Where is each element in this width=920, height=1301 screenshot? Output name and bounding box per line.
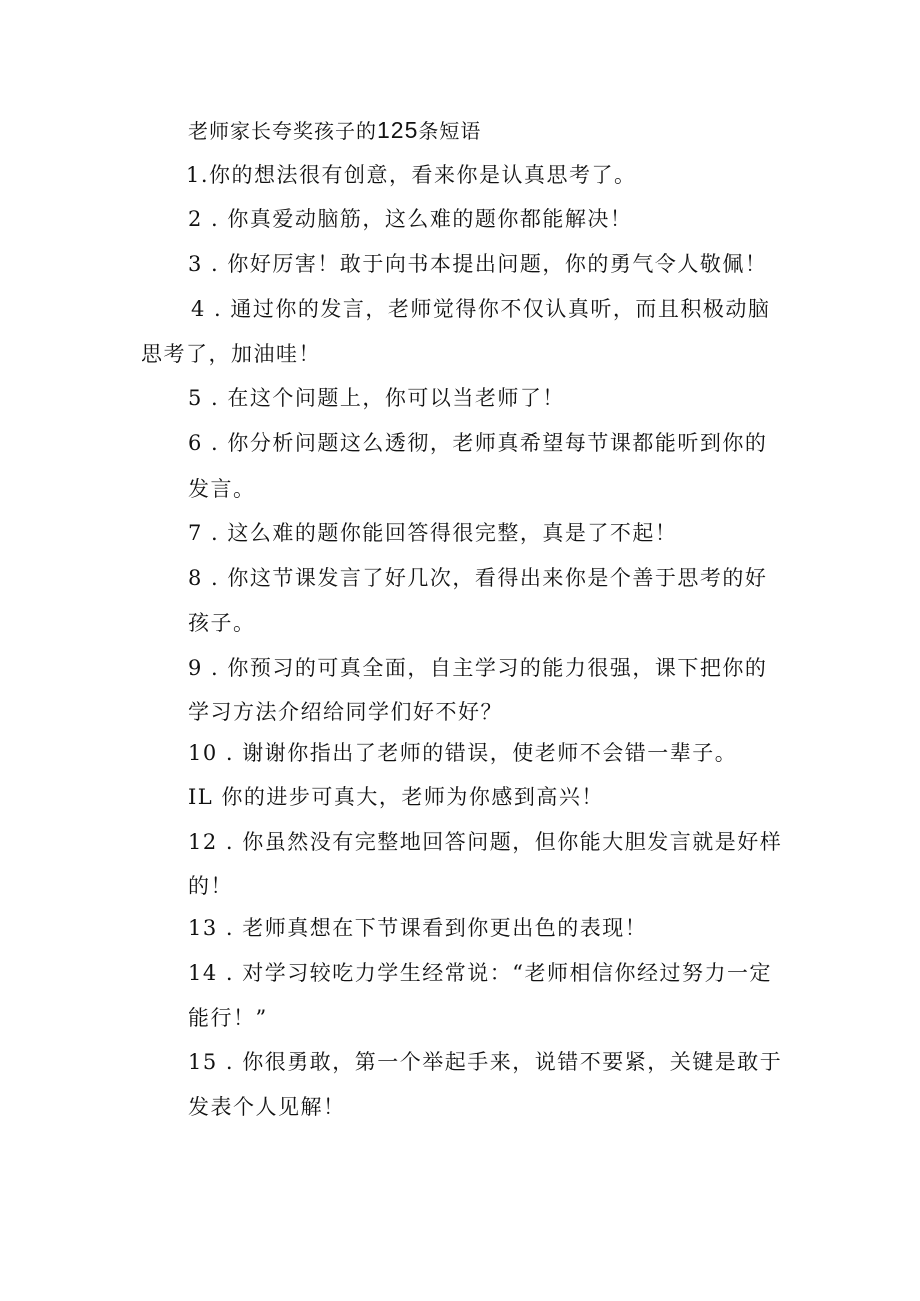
title-suffix: 条短语	[418, 119, 482, 143]
item-6-line-1: 6 . 你分析问题这么透彻，老师真希望每节课都能听到你的	[188, 431, 768, 455]
item-12-line-1: 12 . 你虽然没有完整地回答问题，但你能大胆发言就是好样	[188, 830, 783, 854]
item-14-line-1: 14 . 对学习较吃力学生经常说：“老师相信你经过努力一定	[188, 961, 772, 985]
title-prefix: 老师家长夸奖孩子的	[188, 119, 377, 143]
item-8-line-2: 孩子。	[188, 611, 256, 635]
item-5-line-1: 5 . 在这个问题上，你可以当老师了！	[188, 386, 565, 410]
item-11-line-1: IL 你的进步可真大，老师为你感到高兴！	[188, 785, 604, 809]
item-8-line-1: 8 . 你这节课发言了好几次，看得出来你是个善于思考的好	[188, 566, 768, 590]
item-7-line-1: 7 . 这么难的题你能回答得很完整，真是了不起！	[188, 521, 678, 545]
title-number: 125	[377, 117, 419, 143]
item-4-line-2: 思考了，加油哇！	[141, 342, 321, 366]
item-2-line-1: 2 . 你真爱动脑筋，这么难的题你都能解决！	[188, 207, 633, 231]
document-title	[188, 115, 481, 146]
item-13-line-1: 13 . 老师真想在下节课看到你更出色的表现！	[188, 916, 648, 940]
item-15-line-1: 15 . 你很勇敢，第一个举起手来，说错不要紧，关键是敢于	[188, 1050, 783, 1074]
item-3-line-1: 3 . 你好厉害！敢于向书本提出问题，你的勇气令人敬佩！	[188, 252, 768, 276]
item-6-line-2: 发言。	[188, 477, 256, 501]
item-1-line-1: 1.你的想法很有创意，看来你是认真思考了。	[186, 163, 637, 187]
item-10-line-1: 10 . 谢谢你指出了老师的错误，使老师不会错一辈子。	[188, 741, 738, 765]
item-4-line-1: 4 . 通过你的发言，老师觉得你不仅认真听，而且积极动脑	[191, 297, 771, 321]
item-9-line-2: 学习方法介绍给同学们好不好？	[188, 700, 503, 724]
item-15-line-2: 发表个人见解！	[188, 1095, 346, 1119]
item-14-line-2: 能行！”	[188, 1006, 268, 1030]
item-9-line-1: 9 . 你预习的可真全面，自主学习的能力很强，课下把你的	[188, 656, 768, 680]
item-12-line-2: 的！	[188, 874, 233, 898]
